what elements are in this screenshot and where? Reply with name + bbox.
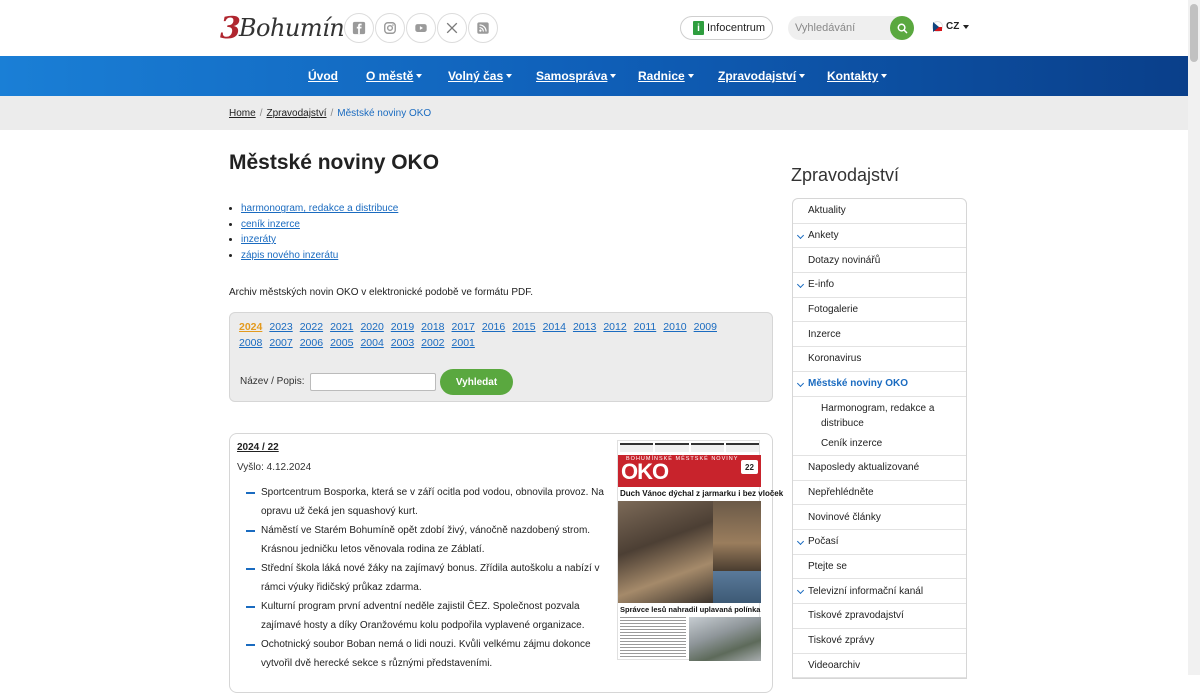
logo-mark: 3 [220, 10, 241, 46]
sidebar-item-label: Televizní informační kanál [808, 585, 924, 597]
year-link[interactable]: 2022 [299, 321, 324, 333]
list-item: Ochotnický soubor Boban nemá o lidi nouzi. Kvůli velkému zájmu dokonce vytvořil dvě herecké sekce s různými představeními. [246, 635, 612, 673]
link-label: inzeráty [241, 234, 277, 246]
nav-item-samosprava[interactable] [536, 56, 616, 96]
nav-item-uvod[interactable] [308, 56, 338, 96]
youtube-icon[interactable] [406, 13, 436, 43]
logo-text: Bohumín [238, 14, 345, 42]
year-link[interactable]: 2021 [330, 321, 354, 333]
issue-title[interactable]: 2024 / 22 [237, 442, 279, 453]
filter-input[interactable] [310, 373, 436, 391]
chevron-down-icon [416, 74, 422, 78]
nav-item-label: Zpravodajství [718, 69, 797, 83]
sidebar-item-tiskove-zpravy[interactable] [793, 629, 966, 654]
year-link[interactable]: 2018 [421, 321, 445, 333]
sidebar-item-aktuality[interactable] [793, 199, 966, 224]
chevron-down-icon [688, 74, 694, 78]
breadcrumb-separator: / [259, 108, 263, 119]
cover-masthead-top: BOHUMÍNSKÉ MĚSTSKÉ NOVINY [626, 456, 739, 462]
sidebar-item-fotogalerie[interactable] [793, 298, 966, 323]
year-link[interactable]: 2014 [542, 321, 566, 333]
sidebar-item-label: Novinové články [808, 511, 881, 523]
archive-intro: Archiv městských novin OKO v elektronické podobě ve formátu PDF. [229, 287, 534, 298]
sidebar-item-label: Ptejte se [808, 561, 847, 573]
chevron-down-icon [797, 232, 804, 239]
sidebar-item-label: Tiskové zpravodajství [808, 610, 904, 622]
year-link[interactable]: 2009 [693, 321, 717, 333]
cover-masthead [618, 455, 761, 487]
sidebar-item-mestske-noviny-oko[interactable] [793, 372, 966, 397]
issue-cover-thumbnail[interactable] [617, 440, 784, 660]
cover-headline-2: Správce lesů nahradil uplavaná polínka [620, 605, 761, 614]
nav-item-label: Volný čas [448, 69, 504, 83]
czech-flag-icon [932, 21, 943, 32]
sidebar-item-label: E-info [808, 279, 835, 291]
sidebar-item-label: Inzerce [808, 328, 841, 340]
year-link[interactable]: 2013 [572, 321, 597, 333]
info-icon: i [693, 21, 704, 35]
year-link[interactable]: 2023 [269, 321, 293, 333]
sidebar-item-label: Městské noviny OKO [808, 378, 909, 390]
link-inzeraty[interactable] [229, 232, 398, 248]
nav-item-label: Kontakty [827, 69, 879, 83]
nav-item-label: O městě [366, 69, 414, 83]
breadcrumb-home[interactable]: Home [229, 108, 256, 119]
year-link[interactable]: 2005 [330, 336, 354, 349]
infocentrum-button[interactable] [680, 16, 773, 40]
sidebar-submenu [793, 397, 966, 457]
sidebar-menu [792, 198, 967, 679]
rss-icon[interactable] [468, 13, 498, 43]
sidebar-item-videoarchiv[interactable] [793, 654, 966, 679]
cover-headline-1: Duch Vánoc dýchal z jarmarku i bez vloček [620, 489, 784, 498]
sidebar-item-label: Naposledy aktualizované [808, 462, 920, 474]
sidebar-item-label: Nepřehlédněte [808, 487, 874, 499]
sidebar-item-televizni-kanal[interactable] [793, 579, 966, 604]
cover-photo-4 [689, 617, 761, 661]
chevron-down-icon [797, 587, 804, 594]
sidebar-subitem-harmonogram[interactable]: Harmonogram, redakce a distribuce [821, 402, 935, 429]
main-navigation [0, 56, 1188, 96]
year-link[interactable]: 2003 [390, 336, 415, 349]
issue-card [229, 433, 784, 693]
list-item: Náměstí ve Starém Bohumíně opět zdobí živý, vánočně nazdobený strom. Krásnou jedničku letos věnovala rodina ze Záblatí. [246, 521, 612, 559]
facebook-icon[interactable] [344, 13, 374, 43]
link-label: zápis nového inzerátu [241, 249, 339, 261]
chevron-down-icon [881, 74, 887, 78]
year-link[interactable]: 2011 [633, 321, 657, 333]
sidebar-subitem-cenik-inzerce[interactable]: Ceník inzerce [821, 437, 883, 449]
cover-photo-2 [713, 501, 761, 571]
cover-photo-3 [713, 571, 761, 603]
year-link[interactable]: 2008 [239, 336, 263, 349]
info-links [229, 201, 398, 263]
link-zapis-inzeratu[interactable] [229, 248, 398, 264]
nav-item-volny-cas[interactable] [448, 56, 512, 96]
sidebar-item-label: Tiskové zprávy [808, 635, 875, 647]
year-link[interactable]: 2010 [663, 321, 687, 333]
cover-top-strip [618, 441, 761, 454]
list-item: Střední škola láká nové žáky na zajímavý bonus. Zřídila autoškolu a nabízí v rámci výuky řidičský průkaz zdarma. [246, 559, 612, 597]
search-box [788, 16, 914, 40]
sidebar-item-naposledy-aktualizovane[interactable] [793, 456, 966, 481]
search-input[interactable] [788, 16, 888, 40]
sidebar-item-dotazy-novinaru[interactable] [793, 248, 966, 273]
list-item: Sportcentrum Bosporka, která se v září ocitla pod vodou, obnovila provoz. Na opravu už čeká jen squashový kurt. [246, 483, 612, 521]
top-header [0, 0, 1188, 56]
filter-label: Název / Popis: [240, 376, 305, 387]
link-harmonogram[interactable] [229, 201, 398, 217]
chevron-down-icon [797, 281, 804, 288]
archive-filter-box [229, 312, 773, 402]
nav-item-label: Úvod [308, 69, 338, 83]
breadcrumb-zpravodajstvi[interactable]: Zpravodajství [266, 108, 327, 119]
language-switcher[interactable] [932, 21, 969, 32]
sidebar-item-label: Ankety [808, 230, 839, 242]
breadcrumb-current: Městské noviny OKO [337, 108, 432, 119]
year-link[interactable]: 2004 [360, 336, 384, 349]
sidebar-item-label: Koronavirus [808, 353, 862, 365]
x-icon[interactable] [437, 13, 467, 43]
issue-date: Vyšlo: 4.12.2024 [237, 462, 312, 473]
chevron-down-icon [799, 74, 805, 78]
breadcrumb-separator: / [330, 108, 334, 119]
site-logo[interactable] [220, 12, 344, 44]
social-links [344, 13, 498, 43]
link-label: ceník inzerce [241, 218, 300, 230]
instagram-icon[interactable] [375, 13, 405, 43]
nav-item-zpravodajstvi[interactable] [718, 56, 805, 96]
year-list [239, 320, 759, 351]
sidebar-item-inzerce[interactable] [793, 322, 966, 347]
sidebar-item-label: Počasí [808, 536, 839, 548]
year-link[interactable]: 2006 [299, 336, 324, 349]
list-item: Kulturní program první adventní neděle zajistil ČEZ. Společnost pozvala zajímavé hosty a díky Oranžovému kolu podpořila vyplavené organizace. [246, 597, 612, 635]
year-link[interactable]: 2012 [603, 321, 627, 333]
year-link[interactable]: 2001 [451, 336, 475, 349]
nav-item-o-meste[interactable] [366, 56, 422, 96]
chevron-down-icon [797, 538, 804, 545]
nav-item-radnice[interactable] [638, 56, 694, 96]
year-link[interactable]: 2016 [481, 321, 506, 333]
sidebar-item-ankety[interactable] [793, 224, 966, 249]
sidebar-item-tiskove-zpravodajstvi[interactable] [793, 604, 966, 629]
sidebar-title: Zpravodajství [791, 165, 900, 185]
sidebar-item-novinove-clanky[interactable] [793, 505, 966, 530]
year-link[interactable]: 2019 [390, 321, 415, 333]
sidebar-item-koronavirus[interactable] [793, 347, 966, 372]
breadcrumb-band [0, 96, 1188, 130]
cover-masthead-title: OKO [621, 459, 669, 484]
nav-item-label: Radnice [638, 69, 685, 83]
vertical-scrollbar[interactable] [1188, 0, 1200, 675]
issue-highlights [246, 483, 612, 673]
year-link[interactable]: 2020 [360, 321, 384, 333]
cover-photo-1 [618, 501, 713, 603]
search-icon [897, 23, 908, 34]
nav-item-kontakty[interactable] [827, 56, 887, 96]
nav-item-label: Samospráva [536, 69, 608, 83]
year-link[interactable]: 2002 [421, 336, 445, 349]
cover-issue-number: 22 [741, 460, 758, 474]
sidebar-item-label: Videoarchiv [808, 659, 861, 671]
link-cenik-inzerce[interactable] [229, 217, 398, 233]
sidebar-item-neprehlednete[interactable] [793, 481, 966, 506]
search-submit-button[interactable]: Vyhledat [440, 369, 513, 395]
sidebar-item-pocasi[interactable] [793, 530, 966, 555]
chevron-down-icon [963, 25, 969, 29]
language-label: CZ [946, 21, 960, 32]
year-link[interactable]: 2015 [512, 321, 536, 333]
infocentrum-label: Infocentrum [707, 22, 766, 34]
page-title: Městské noviny OKO [229, 151, 440, 174]
chevron-down-icon [506, 74, 512, 78]
sidebar-item-ptejte-se[interactable] [793, 555, 966, 580]
year-link[interactable]: 2024 [239, 321, 263, 333]
cover-text-column [620, 617, 686, 659]
scrollbar-thumb[interactable] [1190, 4, 1198, 62]
chevron-down-icon [610, 74, 616, 78]
chevron-down-icon [797, 380, 804, 387]
search-button[interactable] [890, 16, 914, 40]
link-label: harmonogram, redakce a distribuce [241, 203, 399, 215]
sidebar-item-label: Fotogalerie [808, 304, 859, 316]
sidebar-item-label: Aktuality [808, 205, 846, 217]
year-link[interactable]: 2007 [269, 336, 293, 349]
sidebar-item-e-info[interactable] [793, 273, 966, 298]
breadcrumb [229, 108, 431, 119]
sidebar-item-label: Dotazy novinářů [808, 254, 881, 266]
year-link[interactable]: 2017 [451, 321, 475, 333]
